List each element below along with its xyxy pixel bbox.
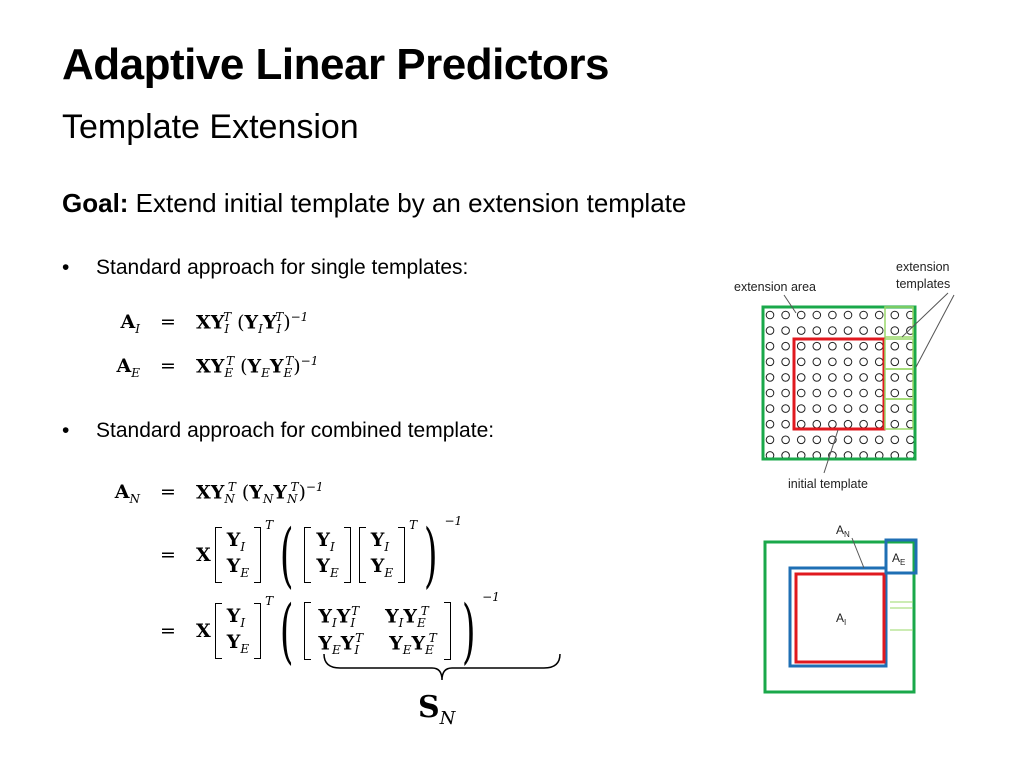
- grid-pixel: [766, 436, 774, 444]
- brace-label: $S_N$: [418, 690, 456, 729]
- grid-pixel: [891, 420, 899, 428]
- grid-pixel: [766, 311, 774, 319]
- initial-template-label: initial template: [788, 477, 868, 491]
- grid-pixel: [891, 311, 899, 319]
- grid-pixel: [797, 342, 805, 350]
- grid-pixel: [766, 405, 774, 413]
- grid-pixel: [797, 405, 805, 413]
- grid-pixel: [907, 436, 915, 444]
- bullet-single-templates: [62, 256, 469, 280]
- grid-pixel: [829, 374, 837, 382]
- bullet-text: Standard approach for single templates:: [96, 256, 469, 279]
- formula-a-i: $A_I = XY_I^T$ $(Y_IY_I^T)^{-1}$: [120, 310, 309, 337]
- formula-a-e: $A_E = XY_E^T$ $(Y_EY_E^T)^{-1}$: [116, 354, 319, 381]
- a-i-label: $A_I$: [836, 611, 847, 627]
- grid-pixel: [797, 358, 805, 366]
- formula-line-2: = X $Y_I$ $Y_E$ $^T$ ( $Y_I$ $Y_E$ $Y_I$ $Y_E$ $^T$ ) $^{-1}$: [160, 514, 463, 596]
- grid-pixel: [813, 420, 821, 428]
- grid-pixel: [844, 405, 852, 413]
- extension-template-boxes: [885, 307, 913, 429]
- grid-pixel: [782, 311, 790, 319]
- grid-pixel: [829, 311, 837, 319]
- goal-label: Goal:: [62, 188, 129, 218]
- formula-line-3: = X $Y_I$ $Y_E$ $^T$ ( $Y_IY_I^T$ $Y_IY_E^T$ $Y_EY_I^T$ $Y_EY_E^T$ ) $^{-1}$: [160, 590, 500, 672]
- grid-pixel: [875, 405, 883, 413]
- grid-pixel: [891, 358, 899, 366]
- grid-pixel: [875, 420, 883, 428]
- grid-pixel: [860, 327, 868, 335]
- grid-pixel: [782, 436, 790, 444]
- grid-pixel: [813, 374, 821, 382]
- grid-pixel: [782, 420, 790, 428]
- grid-pixel: [813, 327, 821, 335]
- grid-pixel: [766, 389, 774, 397]
- bullet-combined-template: [62, 419, 495, 443]
- grid-pixel: [797, 420, 805, 428]
- grid-pixel: [860, 311, 868, 319]
- grid-pixel: [875, 311, 883, 319]
- grid-pixel: [797, 374, 805, 382]
- grid-pixel: [782, 327, 790, 335]
- grid-pixel: [844, 342, 852, 350]
- grid-pixel: [891, 327, 899, 335]
- grid-pixel: [891, 342, 899, 350]
- grid-pixel: [797, 311, 805, 319]
- grid-pixel: [844, 327, 852, 335]
- ext-template-lines: [890, 602, 913, 630]
- extension-area-label: extension area: [734, 280, 817, 294]
- grid-pixel: [891, 405, 899, 413]
- grid-pixel: [860, 374, 868, 382]
- grid-pixel: [829, 389, 837, 397]
- grid-pixel: [766, 420, 774, 428]
- grid-pixel: [813, 342, 821, 350]
- grid-pixel: [875, 327, 883, 335]
- grid-pixel: [782, 389, 790, 397]
- a-n-label: $A_N$: [836, 523, 850, 539]
- slide-title: Adaptive Linear Predictors: [62, 40, 609, 89]
- grid-pixel: [797, 436, 805, 444]
- pixel-grid: [766, 311, 914, 459]
- grid-pixel: [797, 389, 805, 397]
- grid-pixel: [860, 358, 868, 366]
- bullet-text: Standard approach for combined template:: [96, 419, 495, 442]
- grid-pixel: [860, 420, 868, 428]
- grid-pixel: [860, 436, 868, 444]
- initial-template-box: [794, 339, 884, 429]
- grid-pixel: [813, 405, 821, 413]
- grid-pixel: [844, 311, 852, 319]
- grid-pixel: [875, 374, 883, 382]
- a-e-box: [886, 540, 916, 573]
- grid-pixel: [844, 436, 852, 444]
- grid-pixel: [891, 389, 899, 397]
- grid-pixel: [875, 436, 883, 444]
- grid-pixel: [860, 389, 868, 397]
- goal-statement: [62, 188, 686, 219]
- grid-pixel: [797, 327, 805, 335]
- grid-pixel: [829, 342, 837, 350]
- grid-pixel: [860, 405, 868, 413]
- extension-templates-label-1: extension: [896, 260, 950, 274]
- grid-pixel: [813, 389, 821, 397]
- grid-pixel: [766, 342, 774, 350]
- underbrace: [320, 652, 565, 692]
- a-e-label: $A_E$: [892, 551, 906, 567]
- grid-pixel: [813, 436, 821, 444]
- grid-pixel: [860, 342, 868, 350]
- grid-pixel: [829, 327, 837, 335]
- formula-a-n: $A_N = XY_N^T$ $(Y_NY_N^T)^{-1}$: [114, 480, 324, 507]
- grid-pixel: [875, 389, 883, 397]
- extension-templates-label-2: templates: [896, 277, 951, 291]
- grid-pixel: [844, 358, 852, 366]
- grid-pixel: [875, 342, 883, 350]
- grid-pixel: [844, 374, 852, 382]
- grid-pixel: [766, 358, 774, 366]
- bullet-glyph: •: [62, 419, 70, 442]
- grid-pixel: [844, 420, 852, 428]
- bullet-glyph: •: [62, 256, 70, 279]
- grid-pixel: [891, 374, 899, 382]
- grid-pixel: [829, 358, 837, 366]
- grid-pixel: [829, 420, 837, 428]
- goal-text: Extend initial template by an extension template: [128, 188, 687, 218]
- grid-pixel: [813, 358, 821, 366]
- grid-pixel: [844, 389, 852, 397]
- grid-pixel: [782, 342, 790, 350]
- grid-pixel: [891, 436, 899, 444]
- template-grid-figure: [720, 255, 1000, 500]
- grid-pixel: [782, 405, 790, 413]
- grid-pixel: [829, 405, 837, 413]
- slide-subtitle: Template Extension: [62, 108, 359, 146]
- grid-pixel: [782, 358, 790, 366]
- grid-pixel: [766, 327, 774, 335]
- grid-pixel: [813, 311, 821, 319]
- block-diagram-figure: [760, 520, 925, 700]
- grid-pixel: [766, 374, 774, 382]
- grid-pixel: [782, 374, 790, 382]
- grid-pixel: [875, 358, 883, 366]
